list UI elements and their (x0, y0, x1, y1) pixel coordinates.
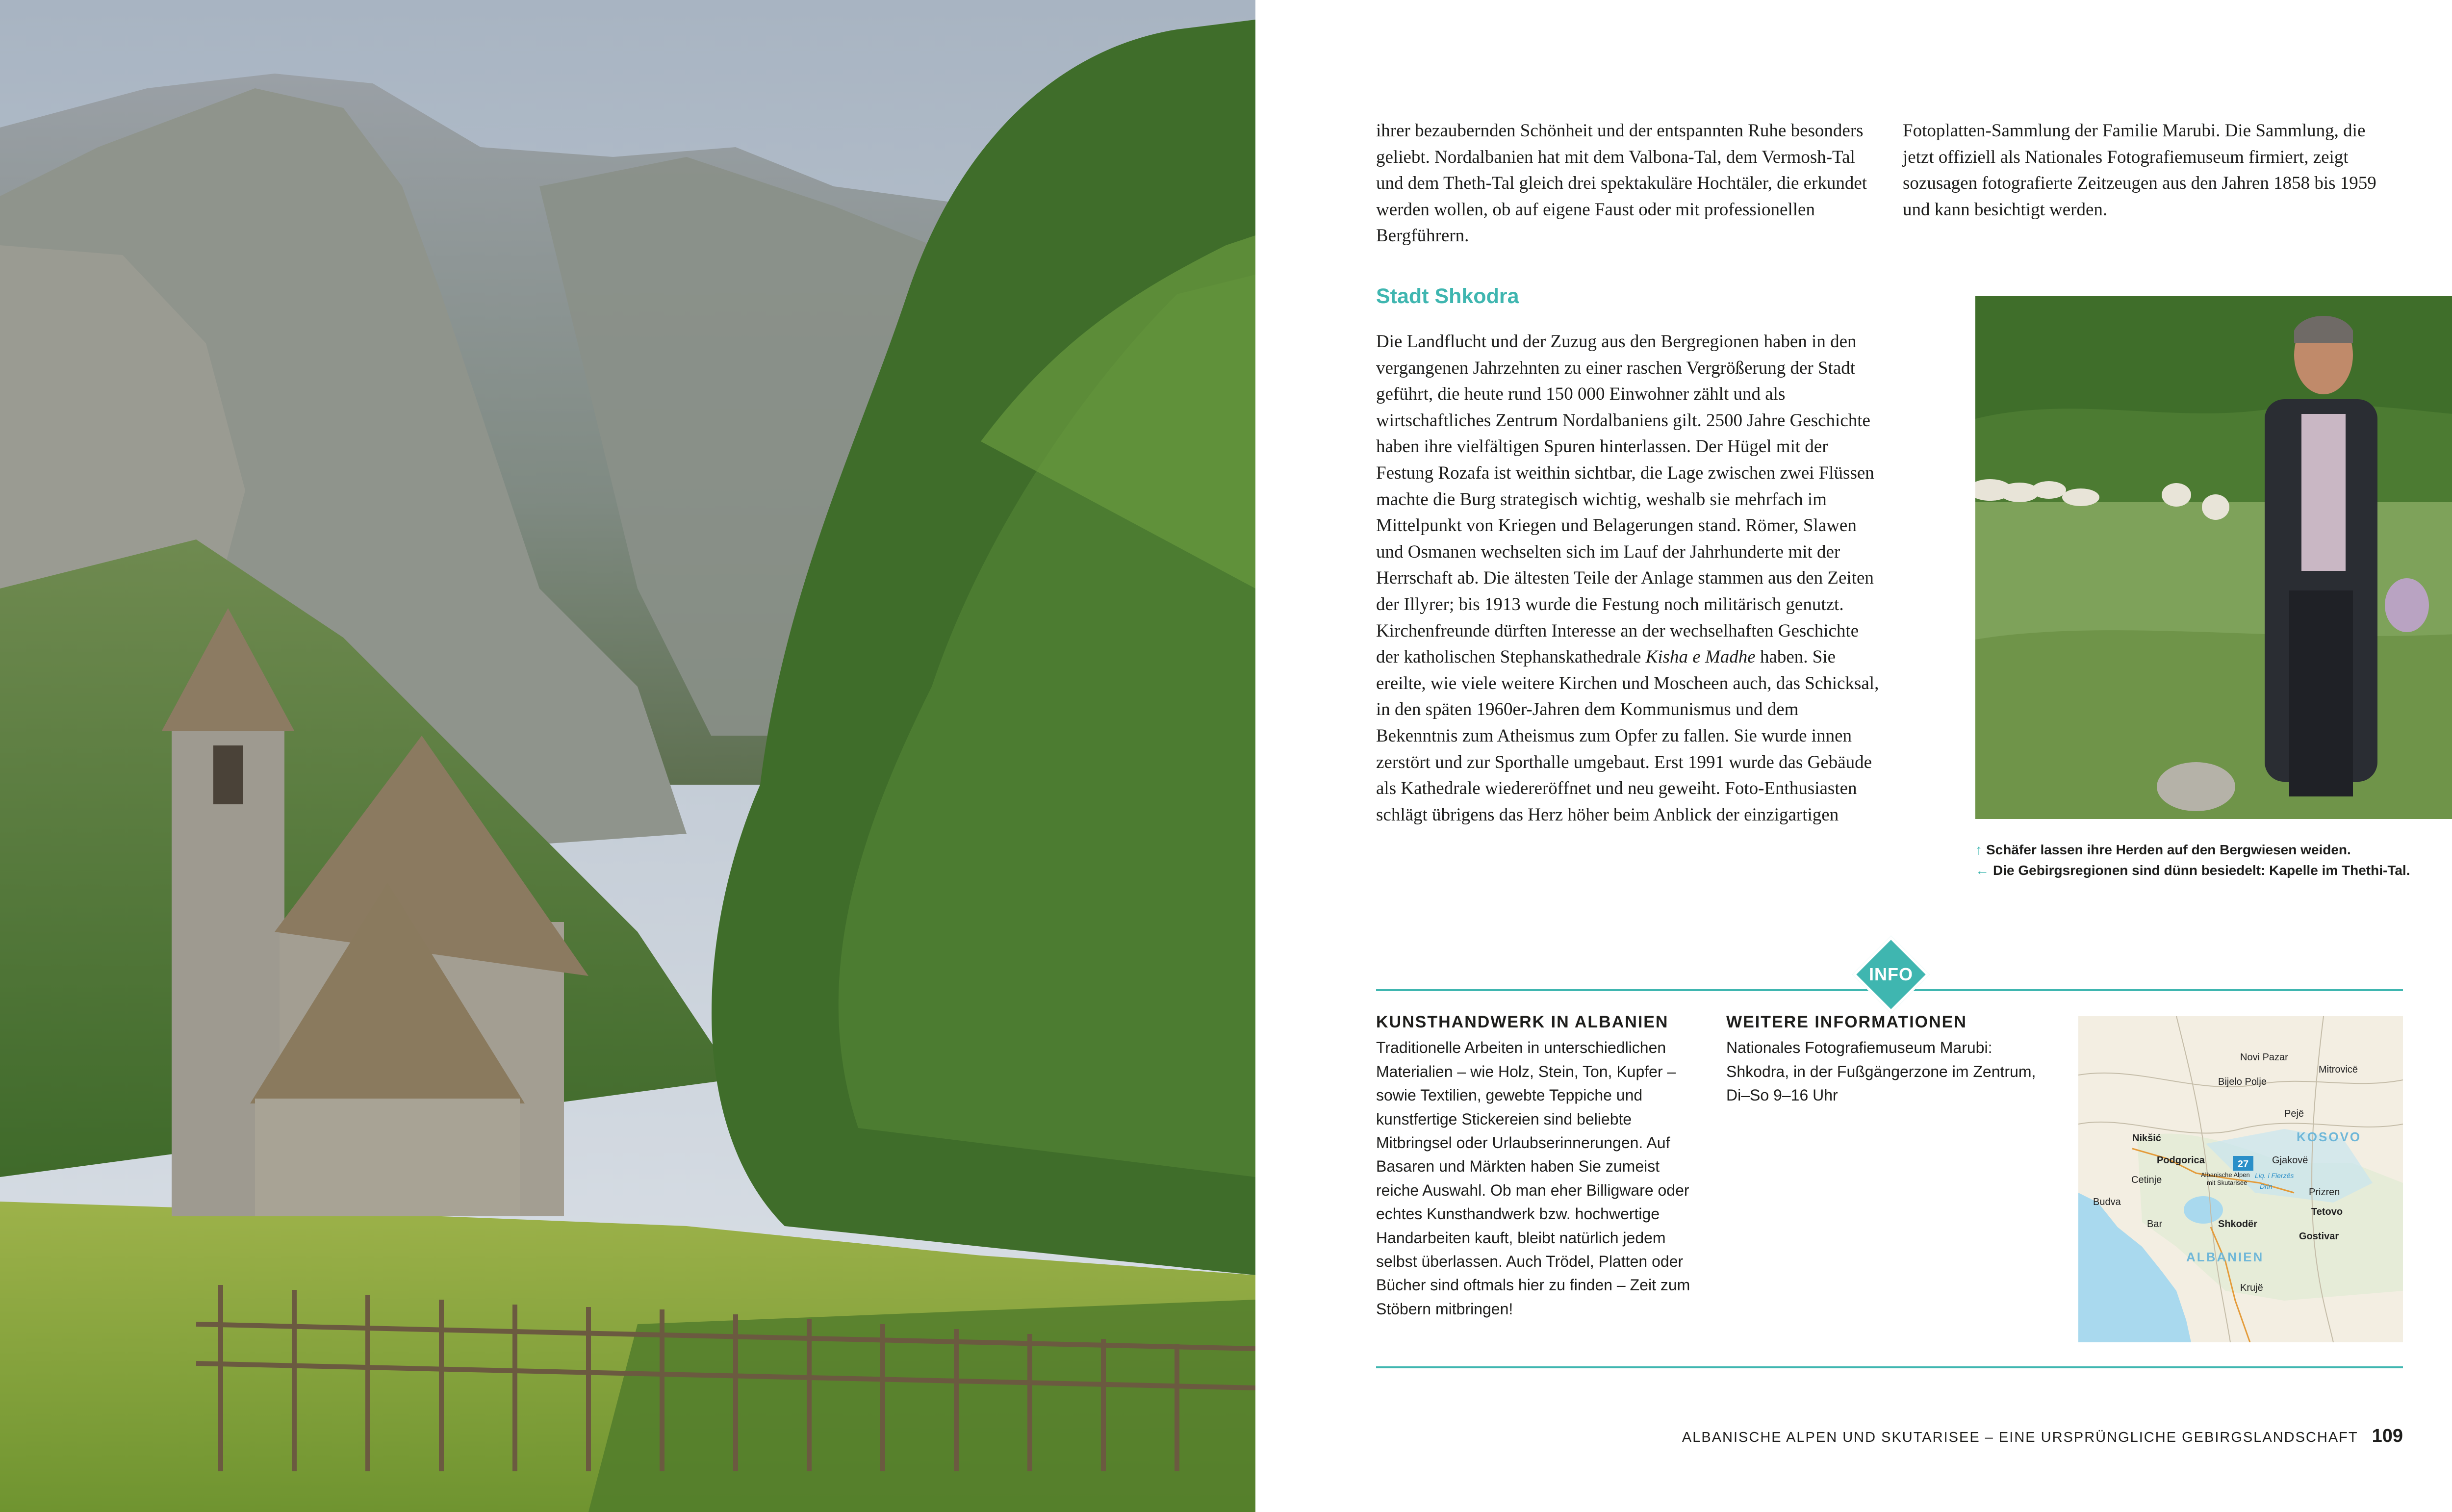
text-column-intro (1376, 118, 1871, 249)
map-label-gostivar: Gostivar (2299, 1231, 2339, 1242)
map-label-drin: Drin (2260, 1182, 2273, 1190)
map-label-alpen: Albanische Alpen (2201, 1171, 2250, 1179)
map-label-cetinje: Cetinje (2131, 1175, 2162, 1185)
region-map (2078, 1016, 2403, 1342)
map-label-mitrovice: Mitrovicë (2319, 1064, 2358, 1075)
caption-chapel (1975, 860, 2452, 881)
map-label-bar: Bar (2147, 1219, 2163, 1230)
map-label-budva: Budva (2093, 1197, 2121, 1207)
text-column-shkodra (1376, 329, 1881, 828)
map-label-niksic: Nikšić (2132, 1133, 2161, 1144)
photo-captions (1975, 840, 2452, 881)
page-footer (1682, 1426, 2403, 1447)
map-label-liq: Liq. i Fierzës (2255, 1172, 2294, 1179)
map-label-prizren: Prizren (2309, 1187, 2340, 1198)
map-label-podgorica: Podgorica (2157, 1155, 2205, 1166)
info-crafts-text: Traditionelle Arbeiten in unterschiedlichen Materialien – wie Holz, Stein, Ton, Kupfer – sowie Textilien, gewebte Teppiche und kunstfertige Stickereien sind beliebte Mitbringsel oder Urlaubserinnerungen. Auf Basaren und Märkten haben Sie zumeist reiche Auswahl. Ob man eher Billigware oder echtes Kunsthandwerk bzw. hochwertige Handarbeiten kauft, bleibt natürlich jedem selbst überlassen. Auch Trödel, Platten oder Bücher sind oftmals hier zu finden – Zeit zum Stöbern mitbringen! (1376, 1039, 1690, 1318)
marubi-paragraph: Fotoplatten-Sammlung der Familie Marubi. Die Sammlung, die jetzt offiziell als Nationales Fotografiemuseum firmiert, zeigt sozusagen fotografierte Zeitzeugen aus den Jahren 1858 bis 1959 und kann besichtigt werden. (1903, 121, 2376, 220)
map-label-shkoder: Shkodër (2218, 1219, 2258, 1230)
info-further (1726, 1010, 2040, 1107)
info-further-text: Nationales Fotografiemuseum Marubi: Shkodra, in der Fußgängerzone im Zentrum, Di–So 9–16 Uhr (1726, 1039, 2036, 1104)
info-crafts-title: KUNSTHANDWERK IN ALBANIEN (1376, 1013, 1669, 1031)
map-label-kruje: Krujë (2240, 1282, 2263, 1293)
map-label-albanien: ALBANIEN (2186, 1250, 2264, 1264)
shkodra-paragraph-1: Die Landflucht und der Zuzug aus den Bergregionen haben in den vergangenen Jahrzehnten zu einer raschen Vergrößerung der Stadt geführt, die heute rund 150 000 Einwohner zählt und als wirtschaftliches Zentrum Nordalbaniens gilt. 2500 Jahre Geschichte haben ihre vielfältigen Spuren hinterlassen. Der Hügel mit der Festung Rozafa ist weithin sichtbar, die Lage zwischen zwei Flüssen machte die Burg strategisch wichtig, weshalb sie mehrfach im Mittelpunkt von Kriegen und Belagerungen stand. Römer, Slawen und Osmanen wechselten sich im Lauf der Jahrhunderte mit der Herrschaft ab. Die ältesten Teile der Anlage stammen aus den Zeiten der Illyrer; bis 1913 wurde die Festung noch militärisch genutzt. (1376, 332, 1874, 615)
arrow-left-icon: ← (1975, 863, 1989, 878)
map-label-gjakove: Gjakovë (2272, 1155, 2308, 1166)
caption-shepherd-text: Schäfer lassen ihre Herden auf den Bergwiesen weiden. (1986, 842, 2351, 857)
map-route-marker: 27 (2237, 1159, 2249, 1170)
info-badge-label: INFO (1869, 964, 1913, 984)
section-heading-shkodra: Stadt Shkodra (1376, 284, 1519, 308)
map-label-bijelo-polje: Bijelo Polje (2218, 1076, 2267, 1087)
map-label-novi-pazar: Novi Pazar (2240, 1052, 2288, 1063)
info-badge (1852, 935, 1930, 1014)
shepherd-photo (1975, 296, 2452, 819)
map-label-skutarisee: mit Skutarisee (2207, 1179, 2248, 1186)
intro-paragraph: ihrer bezaubernden Schönheit und der entspannten Ruhe besonders geliebt. Nordalbanien hat mit dem Valbona-Tal, dem Vermosh-Tal und dem Theth-Tal gleich drei spektakuläre Hochtäler, die erkundet werden wollen, ob auf eigene Faust oder mit professionellen Bergführern. (1376, 121, 1867, 246)
map-label-tetovo: Tetovo (2311, 1206, 2343, 1217)
arrow-up-icon: ↑ (1975, 842, 1982, 857)
text-column-marubi (1903, 118, 2393, 223)
page-number: 109 (2372, 1426, 2403, 1446)
info-rule-bottom (1376, 1366, 2403, 1368)
map-label-peje: Pejë (2284, 1108, 2304, 1119)
paragraph-2-start: Kirchenfreunde dürften Interesse an der wechselhaften Geschichte der katholischen Stephanskathedrale (1376, 620, 1859, 667)
caption-shepherd (1975, 840, 2452, 860)
info-further-title: WEITERE INFORMATIONEN (1726, 1013, 1967, 1031)
map-label-kosovo: KOSOVO (2297, 1129, 2362, 1144)
shkodra-paragraph-2 (1376, 618, 1881, 828)
cathedral-name: Kisha e Madhe (1645, 647, 1756, 667)
paragraph-2-end: haben. Sie ereilte, wie viele weitere Kirchen und Moscheen auch, das Schicksal, in den späten 1960er-Jahren dem Kommunismus und dem Bekenntnis zum Atheismus zum Opfer zu fallen. Sie wurde innen zerstört und zur Sporthalle umgebaut. Erst 1991 wurde das Gebäude als Kathedrale wiedereröffnet und neu geweiht. Foto-Enthusiasten schlägt übrigens das Herz höher beim Anblick der einzigartigen (1376, 647, 1879, 825)
caption-chapel-text: Die Gebirgsregionen sind dünn besiedelt: Kapelle im Thethi-Tal. (1993, 863, 2410, 878)
running-head: ALBANISCHE ALPEN UND SKUTARISEE – EINE URSPRÜNGLICHE GEBIRGSLANDSCHAFT (1682, 1430, 2358, 1445)
info-crafts (1376, 1010, 1700, 1321)
